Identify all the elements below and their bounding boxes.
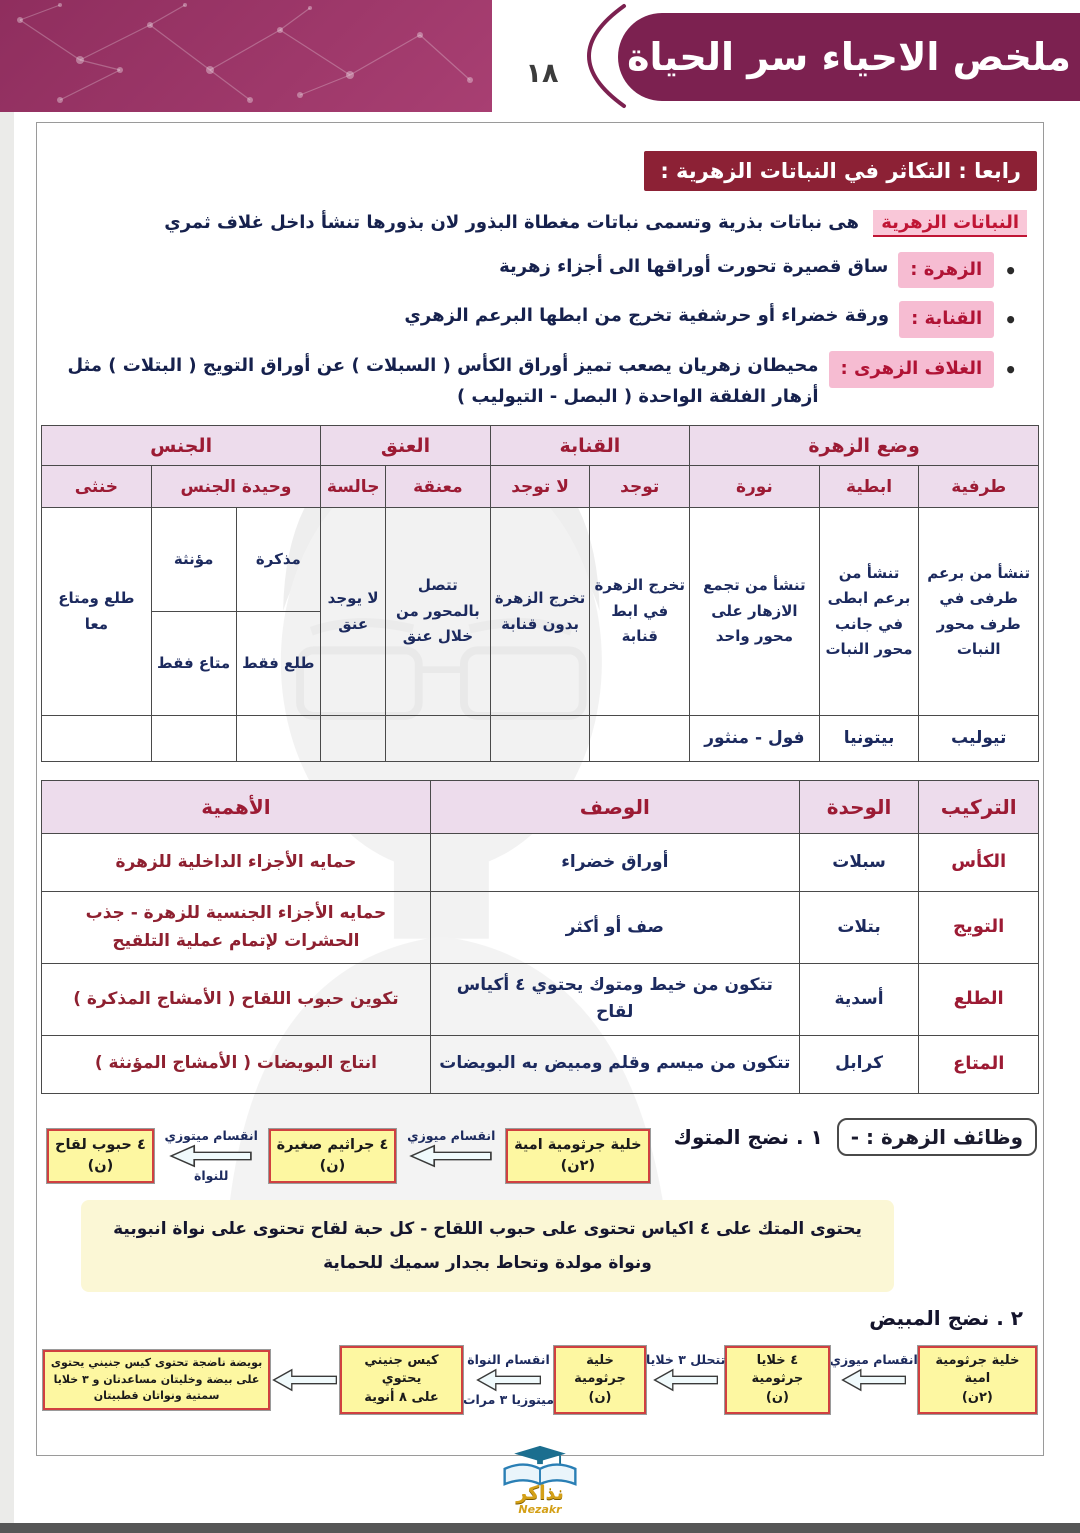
ovary-ripening-title: ٢ . نضج المبيض: [869, 1305, 1023, 1330]
flow-box-text: ٤ خلايا جرثومية: [751, 1352, 804, 1387]
book-title-banner: [618, 13, 1080, 101]
t1-sub-header: نورة: [690, 466, 820, 508]
bullet-label: القنابة :: [899, 301, 994, 338]
flow-arrow: [407, 1128, 495, 1184]
left-arrow-icon: [653, 1368, 719, 1392]
brand-name-english: Nezakr: [518, 1503, 562, 1516]
flower-functions-heading: [674, 1108, 1037, 1156]
t2-structure-cell: الكأس: [919, 834, 1039, 892]
t1-cell: تخرج الزهرة في ابط قنابة: [590, 508, 690, 716]
t2-importance-cell: حمايه الأجزاء الداخلية للزهرة: [42, 834, 431, 892]
page-header: [0, 0, 1080, 112]
t1-cell: تتصل بالمحور من خلال عنق: [386, 508, 491, 716]
bullet-label: الزهرة :: [898, 252, 994, 289]
arrow-label-bottom: ميتوزيا ٣ مرات: [462, 1391, 555, 1407]
t1-sub-header: جالسة: [321, 466, 386, 508]
t2-header: الوصف: [430, 781, 799, 834]
ovary-ripening-flow: [43, 1346, 1037, 1415]
t2-header: التركيب: [919, 781, 1039, 834]
t1-cell: تنشأ من برعم ابطى في جانب محور النبات: [819, 508, 919, 716]
t2-description-cell: تتكون من ميسم وقلم ومبيض به البويضات: [430, 1035, 799, 1093]
flow-arrow: [830, 1352, 918, 1408]
flower-functions-section: [41, 1108, 1039, 1184]
left-arrow-icon: [476, 1368, 542, 1392]
t2-unit-cell: سبلات: [799, 834, 919, 892]
definition-term: النباتات الزهرية: [873, 210, 1027, 237]
flow-box-ploidy: (ن): [319, 1157, 346, 1174]
header-pattern-banner: [0, 0, 492, 112]
arrow-label-top: انقسام ميتوزي: [164, 1127, 258, 1143]
t2-description-cell: أوراق خضراء: [430, 834, 799, 892]
flow-box: [47, 1129, 154, 1183]
t2-header: الوحدة: [799, 781, 919, 834]
content-frame: [36, 122, 1044, 1456]
t1-empty-cell: [236, 716, 321, 762]
t1-group-header: وضع الزهرة: [690, 426, 1039, 466]
t1-empty-cell: [386, 716, 491, 762]
left-arrow-icon: [409, 1144, 493, 1168]
t1-cell: طلع ومتاع معا: [42, 508, 152, 716]
flow-box: [918, 1346, 1037, 1415]
flow-box-ploidy: (ن): [765, 1390, 789, 1406]
t1-cell: مذكرة: [236, 508, 321, 612]
t1-cell: لا يوجد عنق: [321, 508, 386, 716]
arrow-label-top: انقسام النواة: [467, 1351, 550, 1367]
t2-header: الأهمية: [42, 781, 431, 834]
flow-box-text: ٤ جراثيم صغيرة: [276, 1136, 389, 1153]
flow-box: [506, 1129, 650, 1183]
bullet-bract: [41, 301, 1017, 338]
t2-unit-cell: أسدية: [799, 964, 919, 1035]
arrow-label-top: انقسام ميوزي: [407, 1127, 496, 1143]
t1-empty-cell: [151, 716, 236, 762]
t2-structure-cell: المتاع: [919, 1035, 1039, 1093]
flow-box-text: ٤ حبوب لقاح: [55, 1136, 146, 1153]
t1-group-header: القنابة: [490, 426, 689, 466]
flower-structure-table: [41, 780, 1039, 1093]
t1-empty-cell: [590, 716, 690, 762]
t1-sub-header: ابطية: [819, 466, 919, 508]
t1-cell: تنشأ من برعم طرفى في طرف محور النبات: [919, 508, 1039, 716]
t2-importance-cell: تكوين حبوب اللقاح ( الأمشاج المذكرة ): [42, 964, 431, 1035]
brand-name-arabic: نذاكر: [516, 1482, 564, 1504]
left-arrow-icon: [169, 1144, 253, 1168]
t1-empty-cell: [321, 716, 386, 762]
anther-ripening-flow: [47, 1128, 650, 1184]
flow-arrow: [463, 1352, 554, 1408]
nezakr-brand: [497, 1444, 583, 1516]
t1-cell: متاع فقط: [151, 612, 236, 716]
t1-sub-header: طرفية: [919, 466, 1039, 508]
t1-group-header: العنق: [321, 426, 490, 466]
t1-empty-cell: [42, 716, 152, 762]
t1-empty-cell: [490, 716, 590, 762]
flow-box-final: [43, 1350, 270, 1410]
left-arrow-icon: [272, 1368, 338, 1392]
page-left-margin: [0, 112, 14, 1533]
flow-arrow: [646, 1352, 725, 1408]
flow-box-ploidy: (٢ن): [560, 1157, 596, 1174]
flow-box-text: بويضة ناضجة تحتوى كيس جنيني يحتوى على بيضة وخليتان مساعدتان و ٣ خلايا سمتية ونواتان قطبيتان: [50, 1356, 263, 1403]
t1-sub-header: وحيدة الجنس: [151, 466, 320, 508]
bullet-dot-icon: •: [1004, 258, 1017, 283]
flower-functions-title: وظائف الزهرة : -: [837, 1118, 1037, 1156]
bullet-text: محيطان زهريان يصعب تميز أوراق الكأس ( السبلات ) عن أوراق التويج ( البتلات ) مثل أزهار الفلقة الواحدة ( البصل - التيوليب ): [67, 354, 819, 407]
bullet-dot-icon: •: [1004, 357, 1017, 382]
t1-group-header: الجنس: [42, 426, 321, 466]
t1-example-cell: فول - منثور: [690, 716, 820, 762]
flow-box: [554, 1346, 646, 1415]
flower-position-table: [41, 425, 1039, 762]
page-number: ١٨: [525, 58, 559, 89]
book-title: ملخص الاحياء سر الحياة: [627, 35, 1071, 79]
flow-box-text: خلية جرثومية امية: [514, 1136, 642, 1153]
flow-box-ploidy: (ن): [588, 1390, 612, 1406]
flow-box-ploidy: على ٨ أنوية: [364, 1390, 439, 1406]
t1-cell: طلع فقط: [236, 612, 321, 716]
t2-unit-cell: كرابل: [799, 1035, 919, 1093]
flow-box: [340, 1346, 463, 1415]
flow-box: [725, 1346, 829, 1415]
t2-unit-cell: بتلات: [799, 892, 919, 964]
t1-sub-header: توجد: [590, 466, 690, 508]
anther-ripening-title: ١ . نضج المتوك: [673, 1124, 823, 1149]
t1-example-cell: تيوليب: [919, 716, 1039, 762]
section-title: رابعا : التكاثر في النباتات الزهرية :: [644, 151, 1037, 191]
flow-box-text: خلية جرثومية: [574, 1352, 626, 1387]
arrow-label-bottom: للنواة: [193, 1167, 229, 1183]
t1-cell: مؤنثة: [151, 508, 236, 612]
left-arrow-icon: [841, 1368, 907, 1392]
t2-importance-cell: انتاج البويضات ( الأمشاج المؤنثة ): [42, 1035, 431, 1093]
t1-sub-header: معنقة: [386, 466, 491, 508]
t2-structure-cell: الطلع: [919, 964, 1039, 1035]
anther-note: يحتوى المتك على ٤ اكياس تحتوى على حبوب اللقاح - كل حبة لقاح تحتوى على نواة انبوبية ونواة مولدة وتحاط بجدار سميك للحماية: [81, 1200, 894, 1292]
bullet-flower: [41, 252, 1017, 289]
t2-description-cell: صف أو أكثر: [430, 892, 799, 964]
arrow-label-top: انقسام ميوزي: [829, 1351, 918, 1367]
arrow-label-top: تتحلل ٣ خلايا: [645, 1351, 726, 1367]
flow-arrow: [165, 1128, 258, 1184]
t2-importance-cell: حمايه الأجزاء الجنسية للزهرة - جذب الحشرات لإتمام عملية التلقيح: [42, 892, 431, 964]
bullet-dot-icon: •: [1004, 308, 1017, 333]
flow-box: [269, 1129, 397, 1183]
definition-text: هى نباتات بذرية وتسمى نباتات مغطاة البذور لان بذورها تنشأ داخل غلاف ثمري: [164, 212, 859, 233]
flow-box-ploidy: (ن): [87, 1157, 114, 1174]
t2-description-cell: تتكون من خيط ومتوك يحتوي ٤ أكياس لقاح: [430, 964, 799, 1035]
t1-example-cell: بيتونيا: [819, 716, 919, 762]
flow-box-text: خلية جرثومية امية: [935, 1352, 1020, 1387]
t1-cell: تنشأ من تجمع الازهار على محور واحد: [690, 508, 820, 716]
t2-structure-cell: التويج: [919, 892, 1039, 964]
t1-sub-header: لا توجد: [490, 466, 590, 508]
page-bottom-edge: [0, 1523, 1080, 1533]
bullet-text: ورقة خضراء أو حرشفية تخرج من ابطها البرعم الزهري: [404, 305, 890, 327]
flow-arrow: [270, 1352, 340, 1408]
bullet-perianth: [41, 351, 1017, 412]
bullet-text: ساق قصيرة تحورت أوراقها الى أجزاء زهرية: [499, 255, 889, 277]
bullet-label: الغلاف الزهرى :: [829, 351, 995, 388]
flowering-plants-definition: [41, 209, 1027, 238]
t1-sub-header: خنثى: [42, 466, 152, 508]
header-swoosh-icon: [536, 0, 628, 112]
flow-box-text: كيس جنيني يحتوي: [364, 1352, 439, 1387]
flow-box-ploidy: (٢ن): [961, 1390, 993, 1406]
network-pattern-icon: [0, 0, 492, 112]
t1-cell: تخرج الزهرة بدون قنابة: [490, 508, 590, 716]
